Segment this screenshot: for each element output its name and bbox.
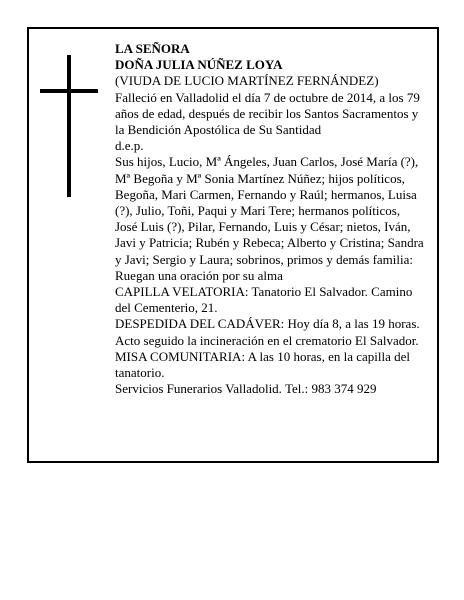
cross-vertical-bar — [67, 55, 71, 197]
obituary-notice — [27, 27, 439, 463]
death-details: Falleció en Valladolid el día 7 de octubre de 2014, a los 79 años de edad, después de recibir los Santos Sacramentos y la Bendición Apostólica de Su Santidad — [115, 89, 420, 138]
chapel-info: CAPILLA VELATORIA: Tanatorio El Salvador. Camino del Cementerio, 21. — [115, 284, 413, 316]
header-line-1: LA SEÑORA — [115, 41, 190, 56]
notice-text — [115, 41, 425, 397]
farewell-info: DESPEDIDA DEL CADÁVER: Hoy día 8, a las 19 horas. Acto seguido la incineración en el crematorio El Salvador. — [115, 316, 420, 348]
deceased-name: DOÑA JULIA NÚÑEZ LOYA — [115, 57, 283, 73]
cross-horizontal-bar — [40, 89, 98, 93]
mass-info: MISA COMUNITARIA: A las 10 horas, en la capilla del tanatorio. — [115, 348, 411, 381]
family-list: Sus hijos, Lucio, Mª Ángeles, Juan Carlos, José María (?), Mª Begoña y Mª Sonia Martínez Núñez; hijos políticos, Begoña, Mari Carmen, Fernando y Raúl; hermanos, Luisa (?), Julio, Toñi, Paqui y Mari Tere; hermanos políticos, José Luis (?), Pilar, Fernando, Luis y César; nietos, Iván, Javi y Patricia; Rubén y Rebeca; Alberto y Cristina; Sandra y Javi; Sergio y Laura; sobrinos, primos y demás familia: — [115, 154, 424, 267]
funeral-services: Servicios Funerarios Valladolid. Tel.: 983 374 929 — [115, 381, 377, 397]
widow-of-line: (VIUDA DE LUCIO MARTÍNEZ FERNÁNDEZ) — [115, 73, 379, 89]
dep-line: d.e.p. — [115, 138, 144, 154]
prayer-request: Ruegan una oración por su alma — [115, 267, 283, 283]
